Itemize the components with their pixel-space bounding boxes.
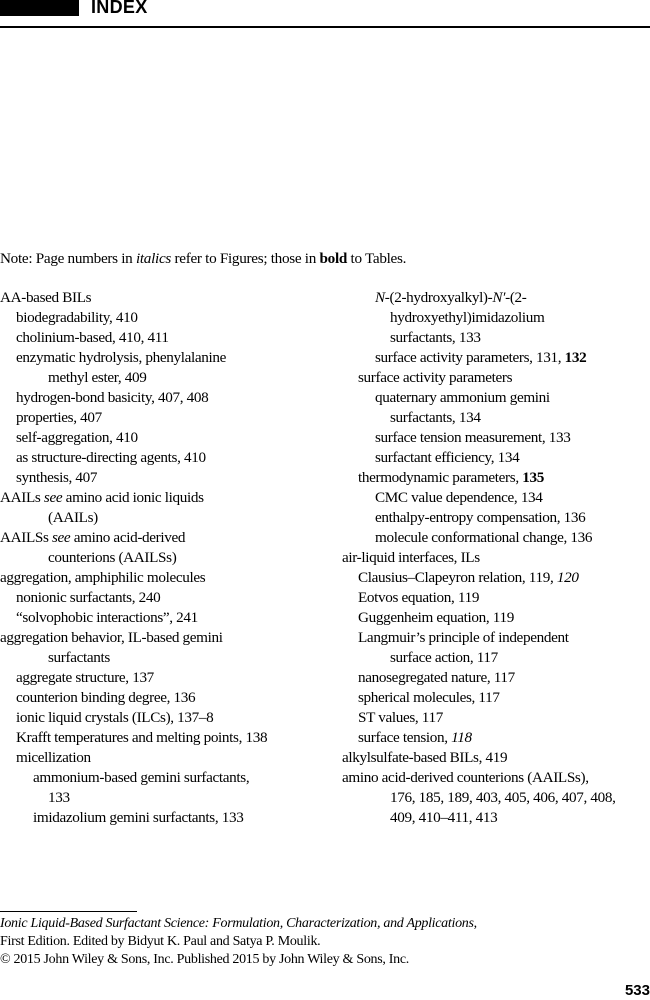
index-subentry: cholinium-based, 410, 411 — [16, 329, 169, 346]
index-subentry: nanosegregated nature, 117 — [358, 669, 515, 686]
index-subsubentry: surface activity parameters, 131, 132 — [375, 349, 587, 366]
index-continuation: (AAILs) — [48, 509, 98, 526]
index-subentry: synthesis, 407 — [16, 469, 98, 486]
footnote-title: Ionic Liquid-Based Surfactant Science: Formulation, Characterization, and Applications, — [0, 916, 477, 931]
index-column-right — [342, 288, 650, 828]
index-subentry: Langmuir’s principle of independent — [358, 629, 569, 646]
header-rule — [0, 26, 650, 28]
index-subsubentry: CMC value dependence, 134 — [375, 489, 543, 506]
index-note: Note: Page numbers in italics refer to Figures; those in bold to Tables. — [0, 250, 407, 267]
footnote-edition: First Edition. Edited by Bidyut K. Paul and Satya P. Moulik. — [0, 934, 321, 949]
index-continuation: surfactants, 133 — [390, 329, 481, 346]
index-continuation: counterions (AAILSs) — [48, 549, 177, 566]
index-entry: aggregation, amphiphilic molecules — [0, 569, 206, 586]
index-entry: air-liquid interfaces, ILs — [342, 549, 480, 566]
index-subentry: hydrogen-bond basicity, 407, 408 — [16, 389, 209, 406]
index-subentry: ionic liquid crystals (ILCs), 137–8 — [16, 709, 214, 726]
index-subentry: counterion binding degree, 136 — [16, 689, 196, 706]
index-subsubentry: N-(2-hydroxyalkyl)-N′-(2- — [375, 289, 527, 306]
index-continuation: methyl ester, 409 — [48, 369, 147, 386]
index-continuation: 409, 410–411, 413 — [390, 809, 498, 826]
index-entry: alkylsulfate-based BILs, 419 — [342, 749, 508, 766]
index-subsubentry: surface tension measurement, 133 — [375, 429, 571, 446]
index-subentry: Eotvos equation, 119 — [358, 589, 480, 606]
index-subsubentry: quaternary ammonium gemini — [375, 389, 550, 406]
index-subentry: ST values, 117 — [358, 709, 443, 726]
index-subsubentry: surfactant efficiency, 134 — [375, 449, 520, 466]
page-number: 533 — [624, 982, 650, 999]
index-subentry: biodegradability, 410 — [16, 309, 138, 326]
index-entry: AA-based BILs — [0, 289, 92, 306]
index-continuation: 133 — [48, 789, 70, 806]
index-subentry: surface activity parameters — [358, 369, 513, 386]
index-subentry: aggregate structure, 137 — [16, 669, 154, 686]
index-subentry: nonionic surfactants, 240 — [16, 589, 161, 606]
index-continuation: surface action, 117 — [390, 649, 498, 666]
index-subentry: Clausius–Clapeyron relation, 119, 120 — [358, 569, 579, 586]
index-continuation: hydroxyethyl)imidazolium — [390, 309, 545, 326]
index-entry: aggregation behavior, IL-based gemini — [0, 629, 223, 646]
index-subentry: properties, 407 — [16, 409, 102, 426]
index-subentry: surface tension, 118 — [358, 729, 472, 746]
index-subentry: Krafft temperatures and melting points, 138 — [16, 729, 268, 746]
index-entry: AAILs see amino acid ionic liquids — [0, 489, 204, 506]
footnote-rule — [0, 911, 137, 912]
index-subsubentry: enthalpy-entropy compensation, 136 — [375, 509, 586, 526]
index-entry: AAILSs see amino acid-derived — [0, 529, 186, 546]
index-subentry: enzymatic hydrolysis, phenylalanine — [16, 349, 227, 366]
index-column-left — [0, 288, 330, 828]
index-subentry: “solvophobic interactions”, 241 — [16, 609, 198, 626]
index-subentry: thermodynamic parameters, 135 — [358, 469, 544, 486]
index-continuation: surfactants, 134 — [390, 409, 481, 426]
index-continuation: 176, 185, 189, 403, 405, 406, 407, 408, — [390, 789, 616, 806]
index-subentry: spherical molecules, 117 — [358, 689, 500, 706]
footnote-copyright: © 2015 John Wiley & Sons, Inc. Published 2015 by John Wiley & Sons, Inc. — [0, 952, 409, 967]
index-subentry: as structure-directing agents, 410 — [16, 449, 206, 466]
index-subentry: Guggenheim equation, 119 — [358, 609, 514, 626]
index-subsubentry: ammonium-based gemini surfactants, — [33, 769, 250, 786]
footnote — [0, 915, 477, 969]
index-subentry: micellization — [16, 749, 91, 766]
header-bar — [0, 0, 79, 16]
index-subentry: self-aggregation, 410 — [16, 429, 138, 446]
index-subsubentry: imidazolium gemini surfactants, 133 — [33, 809, 244, 826]
index-continuation: surfactants — [48, 649, 110, 666]
index-subsubentry: molecule conformational change, 136 — [375, 529, 593, 546]
index-entry: amino acid-derived counterions (AAILSs), — [342, 769, 589, 786]
page-title: INDEX — [91, 0, 148, 17]
